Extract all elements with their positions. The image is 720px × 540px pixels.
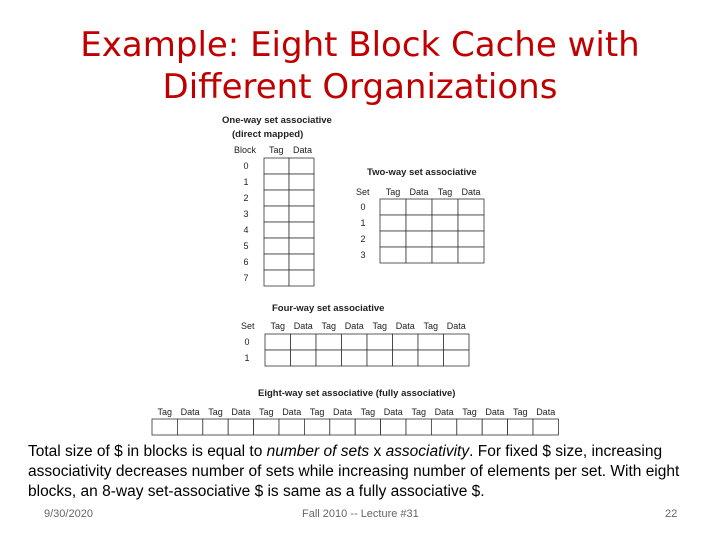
- description-part-3: . For fixed $ size, increasing associativity decreases number of sets while increasing number of elements per set. With eight blocks, an 8-way set-associative $ is same as a fully associative $.: [28, 443, 680, 500]
- two-way-row-label: 3: [360, 250, 366, 260]
- four-way-cell: [265, 334, 291, 350]
- four-way-col-label: Data: [344, 321, 364, 331]
- eight-way-col-headers: [157, 407, 555, 417]
- eight-way-cell: [330, 419, 355, 435]
- eight-way-cell: [381, 419, 406, 435]
- description-part-1: Total size of $ in blocks is equal to: [28, 443, 267, 460]
- two-way-cell: [432, 247, 458, 263]
- two-way-cell: [406, 215, 432, 231]
- one-way-subtitle: (direct mapped): [232, 129, 304, 140]
- description-text: [28, 442, 704, 502]
- four-way-title: Four-way set associative: [272, 303, 385, 314]
- two-way-cell: [458, 199, 484, 215]
- two-way-col-label: Data: [409, 187, 429, 197]
- eight-way-cell: [457, 419, 482, 435]
- one-way-cell: [264, 254, 289, 270]
- four-way-section: [241, 303, 469, 366]
- eight-way-col-label: Tag: [513, 407, 528, 417]
- eight-way-col-label: Data: [332, 407, 353, 417]
- one-way-section: [222, 115, 332, 286]
- one-way-cell: [264, 222, 289, 238]
- four-way-grid: [244, 334, 469, 366]
- two-way-cell: [458, 231, 484, 247]
- one-way-cell: [289, 190, 314, 206]
- one-way-cell: [264, 158, 289, 174]
- eight-way-cell: [533, 419, 558, 435]
- one-way-col-tag: Tag: [269, 145, 284, 155]
- eight-way-cell: [279, 419, 304, 435]
- one-way-cell: [289, 206, 314, 222]
- two-way-cell: [406, 199, 432, 215]
- two-way-cell: [380, 199, 406, 215]
- description-italic-assoc: associativity: [385, 443, 470, 460]
- two-way-cell: [380, 215, 406, 231]
- title-line-1: Example: Eight Block Cache with: [80, 25, 640, 65]
- eight-way-col-label: Data: [231, 407, 251, 417]
- eight-way-section: [152, 388, 558, 435]
- four-way-col-label: Data: [293, 321, 313, 331]
- eight-way-cell: [304, 419, 329, 435]
- one-way-cell: [264, 206, 289, 222]
- one-way-cell: [289, 270, 314, 286]
- eight-way-title: Eight-way set associative (fully associative): [258, 388, 456, 399]
- four-way-cell: [418, 334, 444, 350]
- four-way-col-label: Data: [395, 321, 415, 331]
- one-way-row-label: 1: [243, 177, 249, 187]
- one-way-cell: [289, 174, 314, 190]
- four-way-cell: [393, 334, 419, 350]
- two-way-row-label: 2: [360, 234, 366, 244]
- two-way-cell: [458, 247, 484, 263]
- four-way-col-label: Tag: [372, 321, 388, 331]
- four-way-cell: [316, 350, 342, 366]
- footer-page-number: 22: [665, 508, 678, 520]
- two-way-col-set: Set: [356, 187, 370, 197]
- four-way-cell: [342, 334, 368, 350]
- one-way-row-label: 2: [243, 193, 249, 203]
- eight-way-col-label: Tag: [360, 407, 376, 417]
- one-way-cell: [289, 238, 314, 254]
- eight-way-cell: [203, 419, 228, 435]
- eight-way-cell: [431, 419, 456, 435]
- two-way-col-label: Tag: [385, 187, 401, 197]
- eight-way-col-label: Data: [383, 407, 403, 417]
- four-way-cell: [418, 350, 444, 366]
- eight-way-col-label: Data: [282, 407, 302, 417]
- one-way-row-label: 0: [243, 161, 249, 171]
- eight-way-col-label: Tag: [309, 407, 325, 417]
- four-way-cell: [444, 350, 470, 366]
- eight-way-col-label: Tag: [259, 407, 274, 417]
- one-way-cell: [264, 238, 289, 254]
- four-way-cell: [265, 350, 291, 366]
- four-way-cell: [316, 334, 342, 350]
- eight-way-col-label: Data: [536, 407, 556, 417]
- one-way-cell: [289, 158, 314, 174]
- two-way-cell: [432, 215, 458, 231]
- eight-way-col-label: Tag: [462, 407, 477, 417]
- four-way-row-label: 1: [244, 353, 250, 363]
- footer-lecture: Fall 2010 -- Lecture #31: [302, 508, 419, 520]
- two-way-row-label: 0: [360, 202, 366, 212]
- eight-way-col-label: Data: [434, 407, 454, 417]
- two-way-grid: [360, 199, 484, 263]
- four-way-cell: [291, 334, 317, 350]
- two-way-cell: [406, 231, 432, 247]
- one-way-col-data: Data: [293, 145, 313, 155]
- two-way-title: Two-way set associative: [367, 167, 477, 178]
- four-way-col-label: Tag: [321, 321, 337, 331]
- four-way-col-label: Data: [446, 321, 466, 331]
- two-way-cell: [380, 247, 406, 263]
- four-way-cell: [342, 350, 368, 366]
- one-way-row-label: 5: [243, 241, 249, 251]
- description-italic-sets: number of sets: [266, 443, 370, 460]
- eight-way-col-label: Tag: [411, 407, 426, 417]
- two-way-section: [356, 167, 484, 263]
- one-way-row-label: 7: [243, 273, 249, 283]
- one-way-row-label: 4: [243, 225, 249, 235]
- one-way-cell: [264, 270, 289, 286]
- one-way-cell: [289, 222, 314, 238]
- two-way-cell: [432, 231, 458, 247]
- four-way-cell: [393, 350, 419, 366]
- two-way-cell: [432, 199, 458, 215]
- one-way-col-block: Block: [234, 145, 257, 155]
- eight-way-cell: [254, 419, 279, 435]
- eight-way-cell: [355, 419, 380, 435]
- two-way-row-label: 1: [360, 218, 366, 228]
- eight-way-col-label: Data: [180, 407, 200, 417]
- one-way-cell: [289, 254, 314, 270]
- eight-way-cell: [406, 419, 431, 435]
- eight-way-cell: [508, 419, 533, 435]
- two-way-col-label: Tag: [437, 187, 453, 197]
- four-way-cell: [444, 334, 470, 350]
- eight-way-cell: [482, 419, 507, 435]
- four-way-cell: [367, 350, 393, 366]
- footer-date: 9/30/2020: [44, 508, 93, 520]
- two-way-col-headers: [386, 187, 481, 197]
- eight-way-cell: [152, 419, 177, 435]
- eight-way-grid: [152, 419, 558, 435]
- description-part-2: x: [369, 443, 386, 460]
- two-way-col-label: Data: [461, 187, 481, 197]
- four-way-col-headers: [270, 321, 465, 331]
- four-way-cell: [367, 334, 393, 350]
- one-way-title: One-way set associative: [222, 115, 332, 126]
- one-way-cell: [264, 190, 289, 206]
- two-way-cell: [406, 247, 432, 263]
- eight-way-col-label: Tag: [208, 407, 223, 417]
- four-way-row-label: 0: [244, 337, 250, 347]
- two-way-cell: [380, 231, 406, 247]
- one-way-row-label: 6: [243, 257, 249, 267]
- one-way-row-label: 3: [243, 209, 249, 219]
- four-way-cell: [291, 350, 317, 366]
- eight-way-cell: [177, 419, 202, 435]
- four-way-col-label: Tag: [423, 321, 439, 331]
- four-way-col-label: Tag: [270, 321, 286, 331]
- eight-way-cell: [228, 419, 253, 435]
- four-way-col-set: Set: [241, 321, 255, 331]
- eight-way-col-label: Tag: [157, 407, 172, 417]
- title-line-2: Different Organizations: [162, 67, 558, 107]
- two-way-cell: [458, 215, 484, 231]
- eight-way-col-label: Data: [485, 407, 505, 417]
- one-way-grid: [243, 158, 314, 286]
- one-way-cell: [264, 174, 289, 190]
